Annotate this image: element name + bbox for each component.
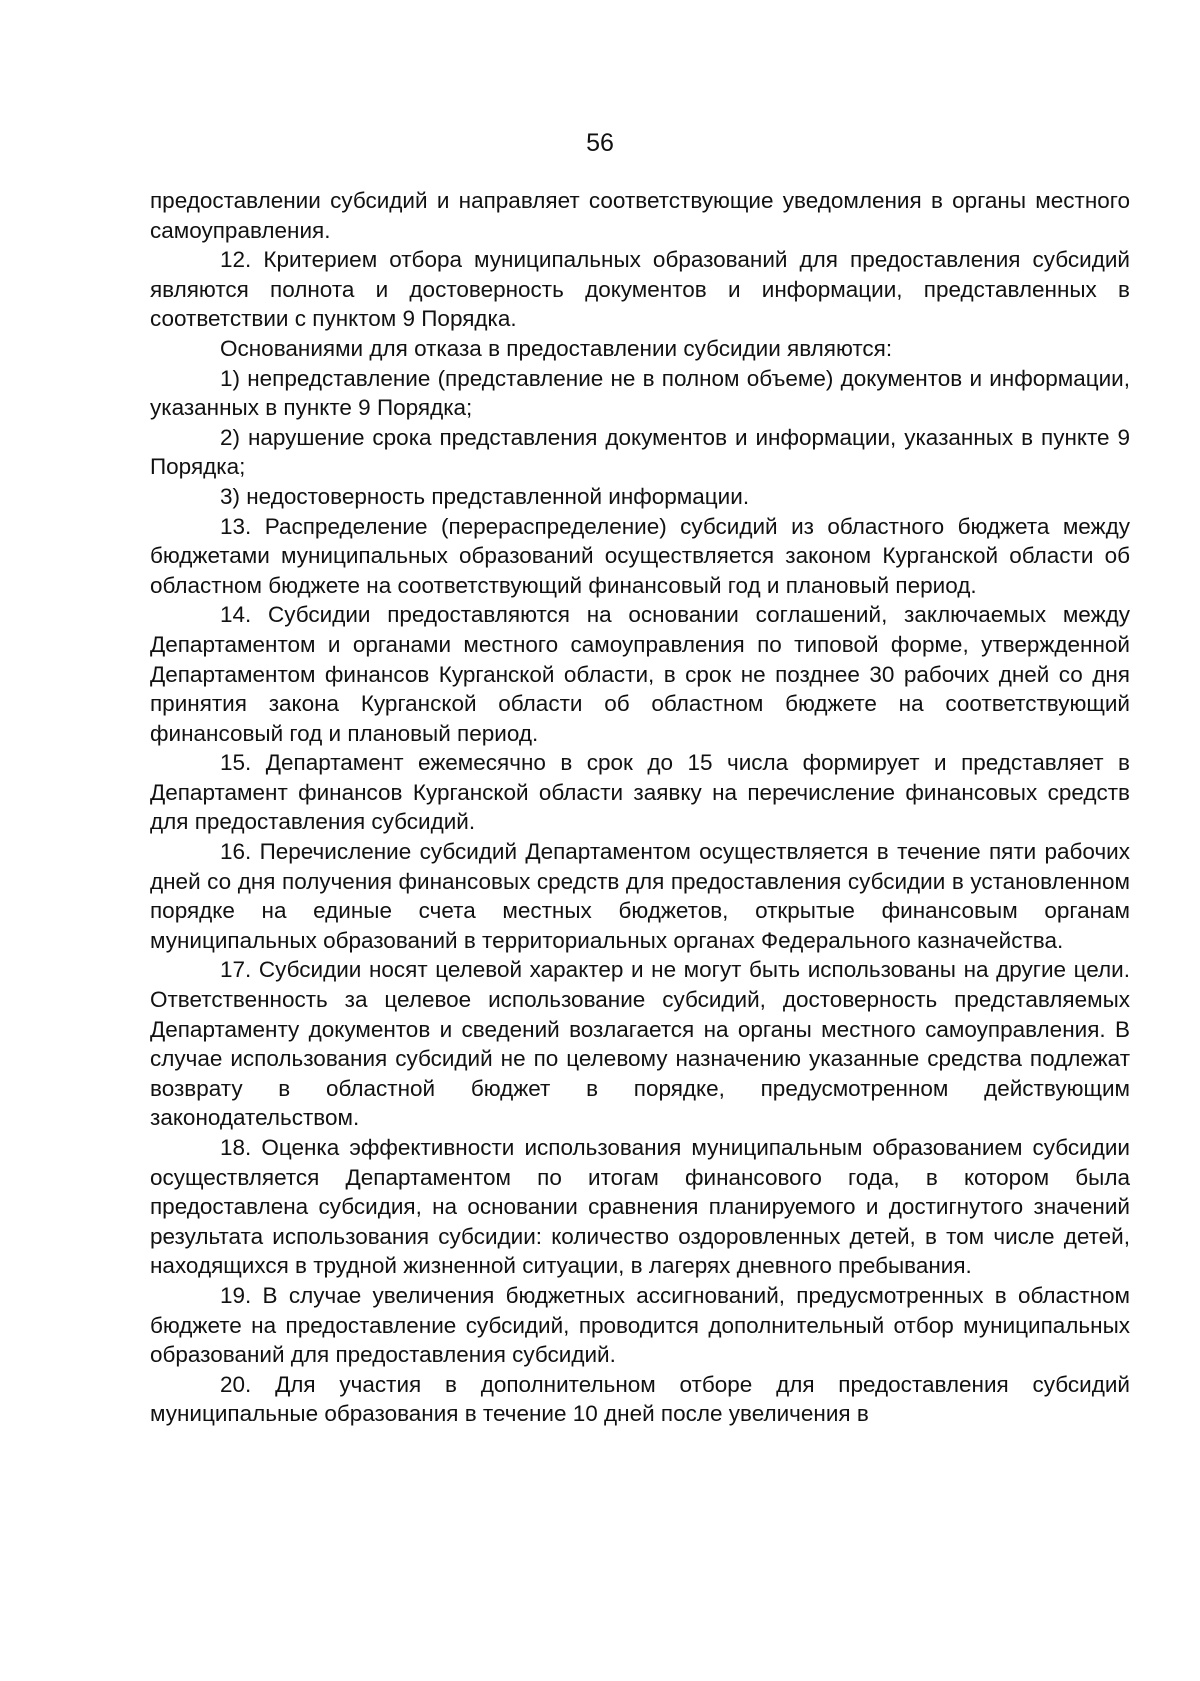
paragraph: 13. Распределение (перераспределение) субсидий из областного бюджета между бюджетами муниципальных образований осуществляется законом Курганской области об областном бюджете на соответствующий финансовый год и плановый период. — [150, 513, 1130, 598]
paragraph: 18. Оценка эффективности использования муниципальным образованием субсидии осуществляется Департаментом по итогам финансового года, в котором была предоставлена субсидия, на основании сравнения планируемого и достигнутого значений результата использования субсидии: количество оздоровленных детей, в том числе детей, находящихся в трудной жизненной ситуации, в лагерях дневного пребывания. — [150, 1135, 1130, 1279]
paragraph: 19. В случае увеличения бюджетных ассигнований, предусмотренных в областном бюджете на предоставление субсидий, проводится дополнительный отбор муниципальных образований для предоставления субсидий. — [150, 1282, 1130, 1368]
page-number: 56 — [586, 129, 614, 157]
paragraph: 15. Департамент ежемесячно в срок до 15 числа формирует и представляет в Департамент финансов Курганской области заявку на перечисление финансовых средств для предоставления субсидий. — [150, 750, 1130, 835]
paragraph: 2) нарушение срока представления документов и информации, указанных в пункте 9 Порядка; — [150, 424, 1130, 480]
paragraph: 20. Для участия в дополнительном отборе для предоставления субсидий муниципальные образования в течение 10 дней после увеличения в — [150, 1371, 1130, 1427]
paragraph: Основаниями для отказа в предоставлении субсидии являются: — [220, 335, 893, 361]
paragraph: 3) недостоверность представленной информации. — [220, 483, 750, 509]
paragraph: 17. Субсидии носят целевой характер и не могут быть использованы на другие цели. Ответственность за целевое использование субсидий, достоверность представляемых Департаменту документов и сведений возлагается на органы местного самоуправления. В случае использования субсидий не по целевому назначению указанные средства подлежат возврату в областной бюджет в порядке, предусмотренном действующим законодательством. — [150, 957, 1130, 1131]
paragraph: предоставлении субсидий и направляет соответствующие уведомления в органы местного самоуправления. — [150, 188, 1130, 243]
paragraph: 12. Критерием отбора муниципальных образований для предоставления субсидий являются полнота и достоверность документов и информации, представленных в соответствии с пунктом 9 Порядка. — [150, 247, 1130, 332]
document-body — [150, 186, 1130, 1429]
paragraph: 16. Перечисление субсидий Департаментом осуществляется в течение пяти рабочих дней со дня получения финансовых средств для предоставления субсидии в установленном порядке на единые счета местных бюджетов, открытые финансовым органам муниципальных образований в территориальных органах Федерального казначейства. — [150, 839, 1130, 953]
paragraph: 14. Субсидии предоставляются на основании соглашений, заключаемых между Департаментом и органами местного самоуправления по типовой форме, утвержденной Департаментом финансов Курганской области, в срок не позднее 30 рабочих дней со дня принятия закона Курганской области об областном бюджете на соответствующий финансовый год и плановый период. — [150, 602, 1130, 746]
paragraph: 1) непредставление (представление не в полном объеме) документов и информации, указанных в пункте 9 Порядка; — [150, 365, 1130, 421]
